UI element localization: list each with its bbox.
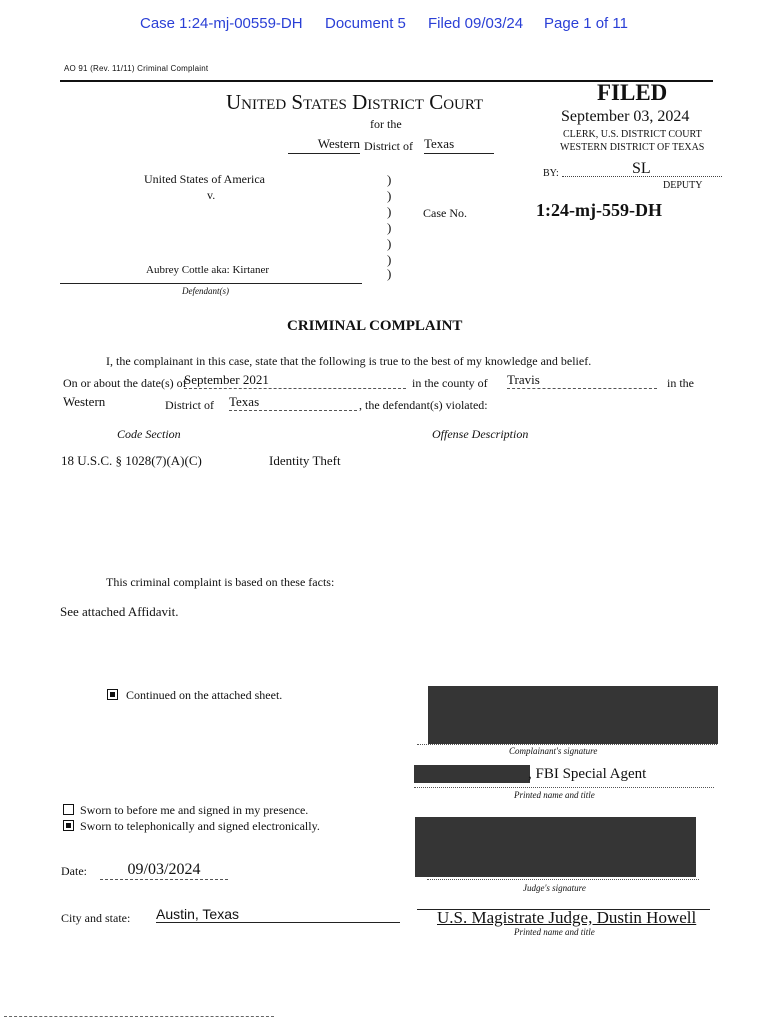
continued-label: Continued on the attached sheet. <box>126 688 283 702</box>
redacted-complainant-signature <box>428 686 718 744</box>
caption-brace: ) <box>387 266 392 281</box>
continued-checkbox <box>107 689 118 700</box>
code-section-header: Code Section <box>117 427 181 441</box>
district-state: Texas <box>229 394 357 411</box>
violated-suffix: , the defendant(s) violated: <box>359 398 488 412</box>
complainant-signature-label: Complainant's signature <box>509 746 598 756</box>
offense-description-value: Identity Theft <box>269 453 341 468</box>
document-number-header: Document 5 <box>325 15 406 32</box>
clerk-line-2: WESTERN DISTRICT OF TEXAS <box>560 142 705 153</box>
dates-prefix: On or about the date(s) of <box>63 376 187 390</box>
facts-value: See attached Affidavit. <box>60 604 179 619</box>
complaint-title: CRIMINAL COMPLAINT <box>287 318 463 334</box>
plaintiff-name: United States of America <box>144 172 265 186</box>
case-no-value: 1:24-mj-559-DH <box>536 200 662 220</box>
sworn-in-presence-checkbox <box>63 804 74 815</box>
bottom-rule <box>4 1016 274 1017</box>
filed-stamp-date: September 03, 2024 <box>561 108 690 125</box>
clerk-line-1: CLERK, U.S. DISTRICT COURT <box>563 129 702 140</box>
filed-stamp: FILED <box>597 80 668 105</box>
city-state-label: City and state: <box>61 911 131 925</box>
facts-label: This criminal complaint is based on these facts: <box>106 575 335 589</box>
caption-brace: ) <box>387 172 392 187</box>
signature-line <box>417 744 717 745</box>
offense-description-header: Offense Description <box>432 427 529 441</box>
sworn-telephonically-checkbox <box>63 820 74 831</box>
caption-brace: ) <box>387 188 392 203</box>
complainant-statement: I, the complainant in this case, state that the following is true to the best of my knowledge and belief. <box>106 354 592 368</box>
for-the-label: for the <box>370 117 402 131</box>
date-value: 09/03/2024 <box>100 861 228 880</box>
versus-label: v. <box>207 188 216 202</box>
code-section-value: 18 U.S.C. § 1028(7)(A)(C) <box>61 453 202 468</box>
page-count-header: Page 1 of 11 <box>544 15 628 32</box>
by-label: BY: <box>543 168 559 179</box>
defendant-underline <box>60 283 362 284</box>
defendant-label: Defendant(s) <box>182 286 229 296</box>
judge-signature-line <box>427 879 699 880</box>
date-label: Date: <box>61 864 87 878</box>
redacted-agent-name <box>414 765 530 783</box>
court-district-state: Texas <box>424 136 494 154</box>
judge-signature-label: Judge's signature <box>523 883 586 893</box>
district-label: District of <box>165 398 214 412</box>
caption-brace: ) <box>387 236 392 251</box>
caption-brace: ) <box>387 204 392 219</box>
district-prefix: Western <box>63 394 106 409</box>
county-label: in the county of <box>412 376 488 390</box>
case-no-label: Case No. <box>423 206 467 220</box>
deputy-label: DEPUTY <box>663 180 703 191</box>
in-the-label: in the <box>667 376 694 390</box>
caption-brace: ) <box>387 220 392 235</box>
redacted-judge-signature <box>415 817 696 877</box>
district-of-label: District of <box>364 139 413 153</box>
printed-name-label: Printed name and title <box>514 790 595 800</box>
judge-printed-name-label: Printed name and title <box>514 927 595 937</box>
case-number-header: Case 1:24-mj-00559-DH <box>140 15 303 32</box>
complainant-title: , FBI Special Agent <box>528 766 647 782</box>
sworn-telephonically-label: Sworn to telephonically and signed electronically. <box>80 819 320 833</box>
court-title: United States District Court <box>226 90 484 114</box>
form-id: AO 91 (Rev. 11/11) Criminal Complaint <box>64 64 209 73</box>
judge-name: U.S. Magistrate Judge, Dustin Howell <box>437 908 697 927</box>
printed-name-line <box>414 787 714 788</box>
city-state-value: Austin, Texas <box>156 906 400 923</box>
sworn-in-presence-label: Sworn to before me and signed in my presence. <box>80 803 309 817</box>
defendant-name: Aubrey Cottle aka: Kirtaner <box>146 264 270 276</box>
filed-date-header: Filed 09/03/24 <box>428 15 524 32</box>
offense-date: September 2021 <box>184 372 406 389</box>
deputy-initials: SL <box>632 160 651 177</box>
county-value: Travis <box>507 372 657 389</box>
caption-brace: ) <box>387 252 392 267</box>
court-district-prefix: Western <box>288 136 360 154</box>
